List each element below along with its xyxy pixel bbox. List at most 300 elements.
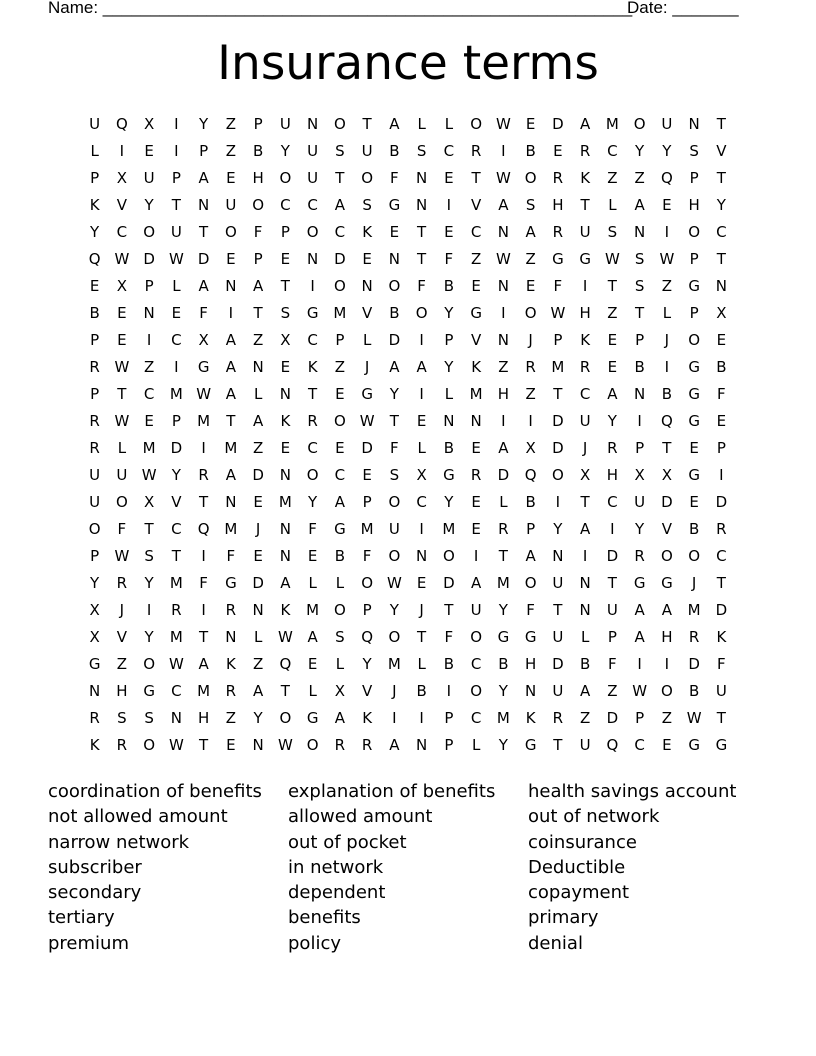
grid-letter[interactable]: T xyxy=(553,601,563,619)
grid-letter[interactable]: O xyxy=(388,493,401,511)
grid-letter[interactable]: P xyxy=(199,142,209,160)
grid-letter[interactable]: O xyxy=(306,223,319,241)
grid-letter[interactable]: J xyxy=(255,520,261,538)
grid-letter[interactable]: D xyxy=(552,655,564,673)
grid-letter[interactable]: E xyxy=(444,223,454,241)
grid-letter[interactable]: Y xyxy=(553,520,563,538)
grid-letter[interactable]: Y xyxy=(607,412,617,430)
grid-letter[interactable]: I xyxy=(419,520,424,538)
grid-letter[interactable]: U xyxy=(715,682,727,700)
grid-letter[interactable]: Y xyxy=(444,358,454,376)
grid-letter[interactable]: J xyxy=(691,574,697,592)
grid-letter[interactable]: A xyxy=(334,196,345,214)
grid-letter[interactable]: T xyxy=(662,439,672,457)
grid-letter[interactable]: P xyxy=(444,331,454,349)
grid-letter[interactable]: Q xyxy=(660,412,673,430)
grid-letter[interactable]: A xyxy=(525,547,536,565)
grid-letter[interactable]: E xyxy=(117,304,127,322)
grid-letter[interactable]: Y xyxy=(389,601,399,619)
grid-letter[interactable]: S xyxy=(389,466,400,484)
grid-letter[interactable]: U xyxy=(606,601,618,619)
grid-letter[interactable]: X xyxy=(89,628,100,646)
grid-letter[interactable]: K xyxy=(89,736,100,754)
grid-letter[interactable]: I xyxy=(174,115,179,133)
grid-letter[interactable]: N xyxy=(170,709,182,727)
grid-letter[interactable]: R xyxy=(525,358,536,376)
grid-letter[interactable]: C xyxy=(307,331,318,349)
grid-letter[interactable]: I xyxy=(664,655,670,673)
grid-letter[interactable]: W xyxy=(686,709,702,727)
grid-letter[interactable]: Z xyxy=(525,385,536,403)
grid-letter[interactable]: R xyxy=(116,574,128,592)
grid-letter[interactable]: R xyxy=(607,439,618,457)
grid-letter[interactable]: O xyxy=(306,736,319,754)
grid-letter[interactable]: J xyxy=(119,601,125,619)
grid-letter[interactable]: D xyxy=(552,412,564,430)
grid-letter[interactable]: F xyxy=(444,250,454,268)
grid-letter[interactable]: Y xyxy=(662,142,672,160)
grid-letter[interactable]: Y xyxy=(362,655,372,673)
grid-letter[interactable]: P xyxy=(253,250,263,268)
grid-letter[interactable]: J xyxy=(419,601,424,619)
grid-letter[interactable]: I xyxy=(174,358,179,376)
grid-letter[interactable]: F xyxy=(526,601,535,619)
grid-letter[interactable]: E xyxy=(226,250,236,268)
grid-letter[interactable]: O xyxy=(306,466,319,484)
grid-letter[interactable]: U xyxy=(579,223,591,241)
grid-letter[interactable]: C xyxy=(579,385,591,403)
grid-letter[interactable]: G xyxy=(688,466,700,484)
grid-letter[interactable]: L xyxy=(253,385,263,403)
grid-letter[interactable]: I xyxy=(501,412,506,430)
grid-letter[interactable]: Z xyxy=(661,709,673,727)
grid-letter[interactable]: O xyxy=(470,628,483,646)
grid-letter[interactable]: P xyxy=(90,169,100,187)
grid-letter[interactable]: E xyxy=(307,655,318,673)
grid-letter[interactable]: I xyxy=(473,547,479,565)
grid-letter[interactable]: M xyxy=(169,574,183,592)
grid-letter[interactable]: S xyxy=(144,709,154,727)
grid-letter[interactable]: N xyxy=(361,277,373,295)
grid-letter[interactable]: P xyxy=(526,520,536,538)
grid-letter[interactable]: P xyxy=(90,547,100,565)
grid-letter[interactable]: G xyxy=(470,304,482,322)
grid-letter[interactable]: A xyxy=(252,682,264,700)
grid-letter[interactable]: E xyxy=(117,331,127,349)
grid-letter[interactable]: N xyxy=(307,250,319,268)
grid-letter[interactable]: C xyxy=(607,142,618,160)
grid-letter[interactable]: P xyxy=(553,331,563,349)
grid-letter[interactable]: J xyxy=(392,682,397,700)
grid-letter[interactable]: P xyxy=(635,709,645,727)
grid-letter[interactable]: O xyxy=(88,520,101,538)
grid-letter[interactable]: A xyxy=(661,601,672,619)
grid-letter[interactable]: E xyxy=(662,196,672,214)
grid-letter[interactable]: C xyxy=(143,385,155,403)
grid-letter[interactable]: L xyxy=(580,628,590,646)
grid-letter[interactable]: L xyxy=(362,331,372,349)
grid-letter[interactable]: C xyxy=(607,493,618,511)
grid-letter[interactable]: W xyxy=(495,250,511,268)
grid-letter[interactable]: Y xyxy=(635,142,645,160)
grid-letter[interactable]: P xyxy=(689,169,699,187)
grid-letter[interactable]: H xyxy=(524,655,537,673)
grid-letter[interactable]: N xyxy=(388,250,400,268)
grid-letter[interactable]: J xyxy=(528,331,533,349)
grid-letter[interactable]: D xyxy=(252,466,264,484)
grid-letter[interactable]: O xyxy=(361,169,374,187)
grid-letter[interactable]: D xyxy=(552,439,564,457)
grid-letter[interactable]: V xyxy=(361,682,373,700)
grid-letter[interactable]: L xyxy=(308,682,317,700)
grid-letter[interactable]: N xyxy=(497,277,509,295)
grid-letter[interactable]: N xyxy=(89,682,101,700)
grid-letter[interactable]: A xyxy=(225,358,236,376)
grid-letter[interactable]: X xyxy=(579,466,591,484)
grid-letter[interactable]: Y xyxy=(199,115,209,133)
grid-letter[interactable]: R xyxy=(552,223,564,241)
grid-letter[interactable]: X xyxy=(143,115,155,133)
grid-letter[interactable]: F xyxy=(608,655,617,673)
grid-letter[interactable]: L xyxy=(444,385,454,403)
grid-letter[interactable]: B xyxy=(661,385,673,403)
grid-letter[interactable]: T xyxy=(144,520,154,538)
grid-letter[interactable]: N xyxy=(143,304,155,322)
grid-letter[interactable]: I xyxy=(446,682,452,700)
grid-letter[interactable]: M xyxy=(197,412,211,430)
grid-letter[interactable]: X xyxy=(116,169,128,187)
grid-letter[interactable]: I xyxy=(146,601,152,619)
grid-letter[interactable]: T xyxy=(280,682,290,700)
grid-letter[interactable]: F xyxy=(308,520,317,538)
grid-letter[interactable]: U xyxy=(361,142,373,160)
grid-letter[interactable]: N xyxy=(307,115,319,133)
grid-letter[interactable]: O xyxy=(688,547,701,565)
grid-letter[interactable]: I xyxy=(637,412,642,430)
grid-letter[interactable]: Z xyxy=(607,169,618,187)
grid-letter[interactable]: O xyxy=(279,709,292,727)
grid-letter[interactable]: G xyxy=(197,358,210,376)
grid-letter[interactable]: S xyxy=(416,142,427,160)
grid-letter[interactable]: E xyxy=(607,358,618,376)
grid-letter[interactable]: T xyxy=(117,385,127,403)
grid-letter[interactable]: A xyxy=(198,169,209,187)
grid-letter[interactable]: L xyxy=(417,655,426,673)
grid-letter[interactable]: I xyxy=(582,277,588,295)
grid-letter[interactable]: K xyxy=(580,169,591,187)
grid-letter[interactable]: P xyxy=(171,169,181,187)
grid-letter[interactable]: G xyxy=(661,574,673,592)
grid-letter[interactable]: Y xyxy=(280,142,290,160)
grid-letter[interactable]: W xyxy=(114,412,130,430)
grid-letter[interactable]: T xyxy=(226,412,236,430)
grid-letter[interactable]: C xyxy=(470,709,482,727)
grid-letter[interactable]: S xyxy=(362,196,372,214)
grid-letter[interactable]: B xyxy=(634,358,645,376)
grid-letter[interactable]: N xyxy=(252,736,264,754)
grid-letter[interactable]: O xyxy=(279,169,292,187)
grid-letter[interactable]: T xyxy=(607,277,617,295)
grid-letter[interactable]: M xyxy=(469,385,483,403)
grid-letter[interactable]: N xyxy=(252,601,264,619)
grid-letter[interactable]: S xyxy=(280,304,291,322)
grid-letter[interactable]: Y xyxy=(90,574,100,592)
grid-letter[interactable]: C xyxy=(443,142,455,160)
grid-letter[interactable]: I xyxy=(174,142,179,160)
grid-letter[interactable]: U xyxy=(552,628,564,646)
grid-letter[interactable]: I xyxy=(392,709,397,727)
grid-letter[interactable]: W xyxy=(196,385,212,403)
grid-letter[interactable]: C xyxy=(470,655,482,673)
grid-letter[interactable]: T xyxy=(553,736,563,754)
grid-letter[interactable]: N xyxy=(443,412,455,430)
grid-letter[interactable]: X xyxy=(334,682,346,700)
grid-letter[interactable]: O xyxy=(388,547,401,565)
grid-letter[interactable]: T xyxy=(716,115,726,133)
grid-letter[interactable]: O xyxy=(333,601,346,619)
grid-letter[interactable]: Z xyxy=(634,169,645,187)
grid-letter[interactable]: Z xyxy=(252,331,264,349)
grid-letter[interactable]: P xyxy=(144,277,154,295)
grid-letter[interactable]: K xyxy=(580,331,591,349)
grid-letter[interactable]: J xyxy=(582,439,588,457)
grid-letter[interactable]: C xyxy=(416,493,427,511)
grid-letter[interactable]: E xyxy=(171,304,182,322)
grid-letter[interactable]: U xyxy=(170,223,182,241)
grid-letter[interactable]: Y xyxy=(498,601,508,619)
grid-letter[interactable]: N xyxy=(279,520,291,538)
grid-letter[interactable]: K xyxy=(307,358,318,376)
grid-letter[interactable]: G xyxy=(524,628,537,646)
grid-letter[interactable]: R xyxy=(361,736,373,754)
grid-letter[interactable]: U xyxy=(388,520,400,538)
grid-letter[interactable]: F xyxy=(553,277,563,295)
grid-letter[interactable]: W xyxy=(168,250,184,268)
grid-letter[interactable]: F xyxy=(226,547,236,565)
grid-letter[interactable]: W xyxy=(495,169,511,187)
grid-letter[interactable]: P xyxy=(635,331,645,349)
grid-letter[interactable]: R xyxy=(688,628,700,646)
grid-letter[interactable]: C xyxy=(116,223,128,241)
grid-letter[interactable]: R xyxy=(307,412,318,430)
grid-letter[interactable]: C xyxy=(334,223,346,241)
grid-letter[interactable]: R xyxy=(225,682,237,700)
grid-letter[interactable]: M xyxy=(442,520,456,538)
grid-letter[interactable]: Z xyxy=(252,439,264,457)
grid-letter[interactable]: A xyxy=(252,412,264,430)
grid-letter[interactable]: Z xyxy=(143,358,155,376)
grid-letter[interactable]: S xyxy=(607,223,618,241)
grid-letter[interactable]: A xyxy=(307,628,318,646)
grid-letter[interactable]: M xyxy=(224,439,238,457)
grid-letter[interactable]: Y xyxy=(171,466,181,484)
grid-letter[interactable]: X xyxy=(661,466,673,484)
grid-letter[interactable]: C xyxy=(716,547,727,565)
grid-letter[interactable]: N xyxy=(715,277,727,295)
grid-letter[interactable]: M xyxy=(197,682,211,700)
grid-letter[interactable]: U xyxy=(89,493,101,511)
grid-letter[interactable]: A xyxy=(579,520,591,538)
grid-letter[interactable]: I xyxy=(637,655,642,673)
grid-letter[interactable]: K xyxy=(362,223,373,241)
grid-letter[interactable]: T xyxy=(417,250,427,268)
grid-letter[interactable]: I xyxy=(501,304,506,322)
grid-letter[interactable]: R xyxy=(89,412,100,430)
grid-letter[interactable]: T xyxy=(417,628,427,646)
grid-letter[interactable]: E xyxy=(471,277,481,295)
date-field[interactable]: Date: _______ xyxy=(627,0,739,17)
grid-letter[interactable]: L xyxy=(417,115,426,133)
grid-letter[interactable]: L xyxy=(117,439,127,457)
grid-letter[interactable]: Y xyxy=(90,223,100,241)
grid-letter[interactable]: A xyxy=(498,439,509,457)
grid-letter[interactable]: C xyxy=(470,223,482,241)
grid-letter[interactable]: T xyxy=(199,628,209,646)
grid-letter[interactable]: R xyxy=(116,736,128,754)
grid-letter[interactable]: G xyxy=(497,628,510,646)
grid-letter[interactable]: N xyxy=(579,574,591,592)
grid-letter[interactable]: B xyxy=(498,655,509,673)
grid-letter[interactable]: X xyxy=(198,331,209,349)
grid-letter[interactable]: K xyxy=(716,628,727,646)
grid-letter[interactable]: U xyxy=(634,493,646,511)
grid-letter[interactable]: F xyxy=(444,628,454,646)
grid-letter[interactable]: I xyxy=(664,223,670,241)
grid-letter[interactable]: L xyxy=(253,628,263,646)
grid-letter[interactable]: H xyxy=(497,385,510,403)
grid-letter[interactable]: U xyxy=(89,115,101,133)
grid-letter[interactable]: I xyxy=(582,547,588,565)
grid-letter[interactable]: V xyxy=(716,142,727,160)
grid-letter[interactable]: E xyxy=(471,493,481,511)
grid-letter[interactable]: U xyxy=(116,466,128,484)
grid-letter[interactable]: E xyxy=(362,466,372,484)
grid-letter[interactable]: A xyxy=(225,331,236,349)
grid-letter[interactable]: R xyxy=(552,169,564,187)
grid-letter[interactable]: B xyxy=(716,358,727,376)
grid-letter[interactable]: O xyxy=(143,223,156,241)
grid-letter[interactable]: I xyxy=(555,493,561,511)
grid-letter[interactable]: U xyxy=(579,412,591,430)
grid-letter[interactable]: M xyxy=(169,385,183,403)
grid-letter[interactable]: W xyxy=(277,628,293,646)
grid-letter[interactable]: B xyxy=(525,493,536,511)
grid-letter[interactable]: T xyxy=(335,169,345,187)
grid-letter[interactable]: F xyxy=(362,547,372,565)
grid-letter[interactable]: T xyxy=(716,574,726,592)
grid-letter[interactable]: X xyxy=(634,466,645,484)
grid-letter[interactable]: B xyxy=(389,142,400,160)
grid-letter[interactable]: K xyxy=(362,709,373,727)
grid-letter[interactable]: G xyxy=(388,196,401,214)
grid-letter[interactable]: D xyxy=(361,439,373,457)
grid-letter[interactable]: F xyxy=(417,277,426,295)
grid-letter[interactable]: Y xyxy=(498,682,508,700)
grid-letter[interactable]: N xyxy=(279,385,291,403)
grid-letter[interactable]: M xyxy=(496,709,510,727)
grid-letter[interactable]: N xyxy=(225,628,237,646)
grid-letter[interactable]: T xyxy=(716,250,726,268)
grid-letter[interactable]: W xyxy=(114,547,130,565)
grid-letter[interactable]: R xyxy=(470,142,482,160)
grid-letter[interactable]: N xyxy=(688,115,700,133)
grid-letter[interactable]: I xyxy=(201,547,206,565)
grid-letter[interactable]: E xyxy=(416,574,427,592)
grid-letter[interactable]: R xyxy=(334,736,346,754)
grid-letter[interactable]: J xyxy=(364,358,370,376)
grid-letter[interactable]: U xyxy=(579,736,591,754)
grid-letter[interactable]: T xyxy=(471,169,481,187)
grid-letter[interactable]: Y xyxy=(716,196,726,214)
grid-letter[interactable]: A xyxy=(334,709,345,727)
grid-letter[interactable]: D xyxy=(606,547,619,565)
grid-letter[interactable]: T xyxy=(716,709,726,727)
grid-letter[interactable]: T xyxy=(444,601,454,619)
grid-letter[interactable]: O xyxy=(470,115,483,133)
grid-letter[interactable]: X xyxy=(116,277,128,295)
grid-letter[interactable]: N xyxy=(416,547,428,565)
grid-letter[interactable]: E xyxy=(144,142,154,160)
grid-letter[interactable]: R xyxy=(89,358,100,376)
grid-letter[interactable]: R xyxy=(498,520,509,538)
grid-letter[interactable]: O xyxy=(224,223,237,241)
grid-letter[interactable]: Z xyxy=(225,142,237,160)
grid-letter[interactable]: O xyxy=(333,115,346,133)
grid-letter[interactable]: U xyxy=(307,142,319,160)
grid-letter[interactable]: Z xyxy=(525,250,536,268)
grid-letter[interactable]: N xyxy=(416,169,428,187)
grid-letter[interactable]: Z xyxy=(661,277,673,295)
grid-letter[interactable]: Z xyxy=(607,304,618,322)
grid-letter[interactable]: D xyxy=(497,466,510,484)
grid-letter[interactable]: G xyxy=(552,250,564,268)
grid-letter[interactable]: M xyxy=(278,493,292,511)
grid-letter[interactable]: Z xyxy=(116,655,128,673)
grid-letter[interactable]: O xyxy=(115,493,128,511)
grid-letter[interactable]: M xyxy=(360,520,374,538)
grid-letter[interactable]: B xyxy=(579,655,591,673)
name-field[interactable]: Name: ________________________________________________________ xyxy=(48,0,633,17)
grid-letter[interactable]: W xyxy=(659,250,675,268)
grid-letter[interactable]: E xyxy=(226,169,236,187)
grid-letter[interactable]: A xyxy=(579,682,591,700)
grid-letter[interactable]: H xyxy=(552,196,564,214)
grid-letter[interactable]: D xyxy=(606,709,619,727)
grid-letter[interactable]: G xyxy=(306,304,319,322)
grid-letter[interactable]: V xyxy=(116,628,127,646)
grid-letter[interactable]: C xyxy=(307,439,318,457)
grid-letter[interactable]: B xyxy=(443,277,455,295)
grid-letter[interactable]: X xyxy=(716,304,727,322)
grid-letter[interactable]: W xyxy=(386,574,402,592)
grid-letter[interactable]: T xyxy=(553,385,563,403)
grid-letter[interactable]: J xyxy=(664,331,670,349)
grid-letter[interactable]: O xyxy=(388,628,401,646)
grid-letter[interactable]: K xyxy=(280,601,291,619)
grid-letter[interactable]: R xyxy=(634,547,645,565)
grid-letter[interactable]: Y xyxy=(144,574,154,592)
grid-letter[interactable]: D xyxy=(661,493,673,511)
grid-letter[interactable]: N xyxy=(252,358,264,376)
grid-letter[interactable]: F xyxy=(717,385,726,403)
grid-letter[interactable]: I xyxy=(528,412,533,430)
grid-letter[interactable]: G xyxy=(524,736,537,754)
grid-letter[interactable]: A xyxy=(416,358,427,376)
grid-letter[interactable]: I xyxy=(419,385,424,403)
grid-letter[interactable]: A xyxy=(607,385,618,403)
grid-letter[interactable]: B xyxy=(443,655,455,673)
grid-letter[interactable]: F xyxy=(390,169,399,187)
